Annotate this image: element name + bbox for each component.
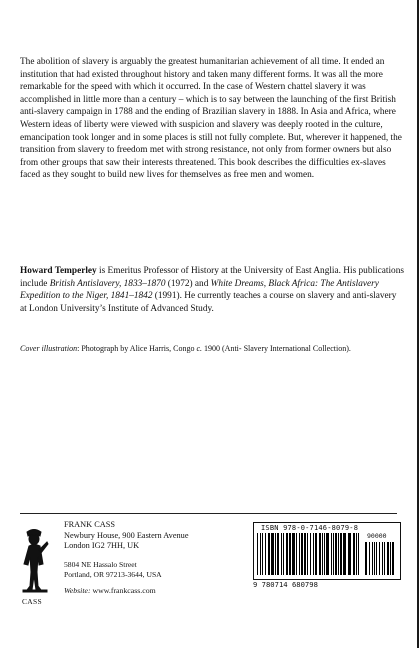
barcode-addon-bar xyxy=(365,542,367,575)
author-name: Howard Temperley xyxy=(20,266,97,276)
barcode-addon-bar xyxy=(379,542,380,575)
book-title-2: White Dreams, Black Africa: The Antislavery Expedition to the Niger, 1841–1842 xyxy=(20,278,379,302)
website-url: www.frankcass.com xyxy=(92,585,156,595)
ean-number: 9 780714 680798 xyxy=(253,580,318,589)
barcode-addon-bar xyxy=(382,542,383,575)
barcode-bar xyxy=(260,533,261,575)
publisher-name: FRANK CASS xyxy=(64,520,115,529)
us-address-line-1: 5804 NE Hassalo Street xyxy=(64,559,137,569)
bio-text-3: (1991). He currently teaches a course on slavery and anti-slavery at London University’s Institute of Advanced Study. xyxy=(20,291,397,314)
publisher-address xyxy=(64,520,189,596)
barcode-bar xyxy=(310,533,311,575)
barcode-addon-bar xyxy=(372,542,373,575)
barcode-bar xyxy=(326,533,329,575)
barcode-bar xyxy=(283,533,284,575)
barcode-addon-bar xyxy=(376,542,377,575)
cover-credit-text-2: 1900 (Anti- Slavery International Collection). xyxy=(202,344,351,353)
barcode-bar xyxy=(289,533,291,575)
barcode-bar xyxy=(299,533,300,575)
barcode-bar xyxy=(277,533,279,575)
barcode-bar xyxy=(286,533,288,575)
barcode-bar xyxy=(335,533,337,575)
divider xyxy=(20,513,397,514)
isbn-text: ISBN 978-0-7146-8079-8 xyxy=(261,524,359,532)
barcode-addon-bar xyxy=(384,542,385,575)
barcode-addon-bar xyxy=(387,542,389,575)
barcode-bar xyxy=(296,533,297,575)
barcode-addon-text: 90000 xyxy=(367,532,387,540)
barcode-icon xyxy=(255,533,397,577)
barcode-addon-bar xyxy=(392,542,394,575)
book-title-1: British Antislavery, 1833–1870 xyxy=(49,278,166,289)
barcode-bar xyxy=(338,533,339,575)
publisher-block xyxy=(20,520,240,620)
address-line-1: Newbury House, 900 Eastern Avenue xyxy=(64,530,189,540)
barcode-bar xyxy=(315,533,317,575)
barcode-bar xyxy=(262,533,263,575)
barcode-bar xyxy=(268,533,270,575)
publisher-website xyxy=(64,586,189,597)
barcode-bar xyxy=(281,533,282,575)
barcode-bar xyxy=(265,533,266,575)
book-description: The abolition of slavery is arguably the greatest humanitarian achievement of all time. It ended an institution that had existed throughout history and taken many different forms. It was all the more remarkable for the speed with which it occurred. In the case of Western chattel slavery it was accomplished in little more than a century – which is to say between the launching of the first British anti-slavery campaign in 1788 and the ending of Brazilian slavery in 1888. In Asia and Africa, where Western ideas of liberty were viewed with suspicion and slavery was deeply rooted in the culture, emancipation took longer and in some places is still not fully complete. But, wherever it happened, the transition from slavery to freedom met with strong resistance, not only from former owners but also from other groups that saw their interests threatened. This book describes the difficulties ex-slaves faced as they sought to build new lives for themselves as free men and women. xyxy=(20,57,402,181)
barcode-bar xyxy=(348,533,351,575)
barcode-bar xyxy=(331,533,332,575)
address-spacer xyxy=(64,552,189,560)
cover-credit-text-1: : Photograph by Alice Harris, Congo xyxy=(77,344,197,353)
barcode-bar xyxy=(307,533,308,575)
logo-label: CASS xyxy=(22,597,42,606)
barcode-bar xyxy=(301,533,303,575)
barcode-bar xyxy=(313,533,314,575)
bio-text-1: is Emeritus Professor of History at the University of East Anglia. His publications include xyxy=(20,266,404,289)
barcode-bar xyxy=(333,533,334,575)
barcode-bar xyxy=(292,533,295,575)
barcode-bar xyxy=(304,533,306,575)
barcode-bar xyxy=(324,533,325,575)
barcode-addon-bar xyxy=(374,542,375,575)
cover-illustration-credit xyxy=(20,343,404,354)
author-bio xyxy=(20,265,404,315)
website-label: Website: xyxy=(64,585,91,595)
cass-figure-logo-icon xyxy=(20,528,50,600)
barcode-bar xyxy=(275,533,276,575)
barcode-bar xyxy=(257,533,258,575)
barcode-bar xyxy=(271,533,274,575)
barcode-bar xyxy=(358,533,359,575)
barcode-bar xyxy=(319,533,321,575)
barcode-bar xyxy=(340,533,342,575)
address-line-2: London IG2 7HH, UK xyxy=(64,541,140,551)
barcode-addon-bar xyxy=(390,542,391,575)
cover-credit-circa: c. xyxy=(196,344,203,353)
barcode-addon-bar xyxy=(369,542,370,575)
barcode-bar xyxy=(322,533,323,575)
cover-credit-label: Cover illustration xyxy=(20,344,78,353)
barcode-bar xyxy=(353,533,355,575)
barcode-bar xyxy=(343,533,346,575)
barcode-bar xyxy=(356,533,357,575)
us-address-line-2: Portland, OR 97213-3644, USA xyxy=(64,569,162,579)
bio-text-2: (1972) and xyxy=(165,278,211,289)
